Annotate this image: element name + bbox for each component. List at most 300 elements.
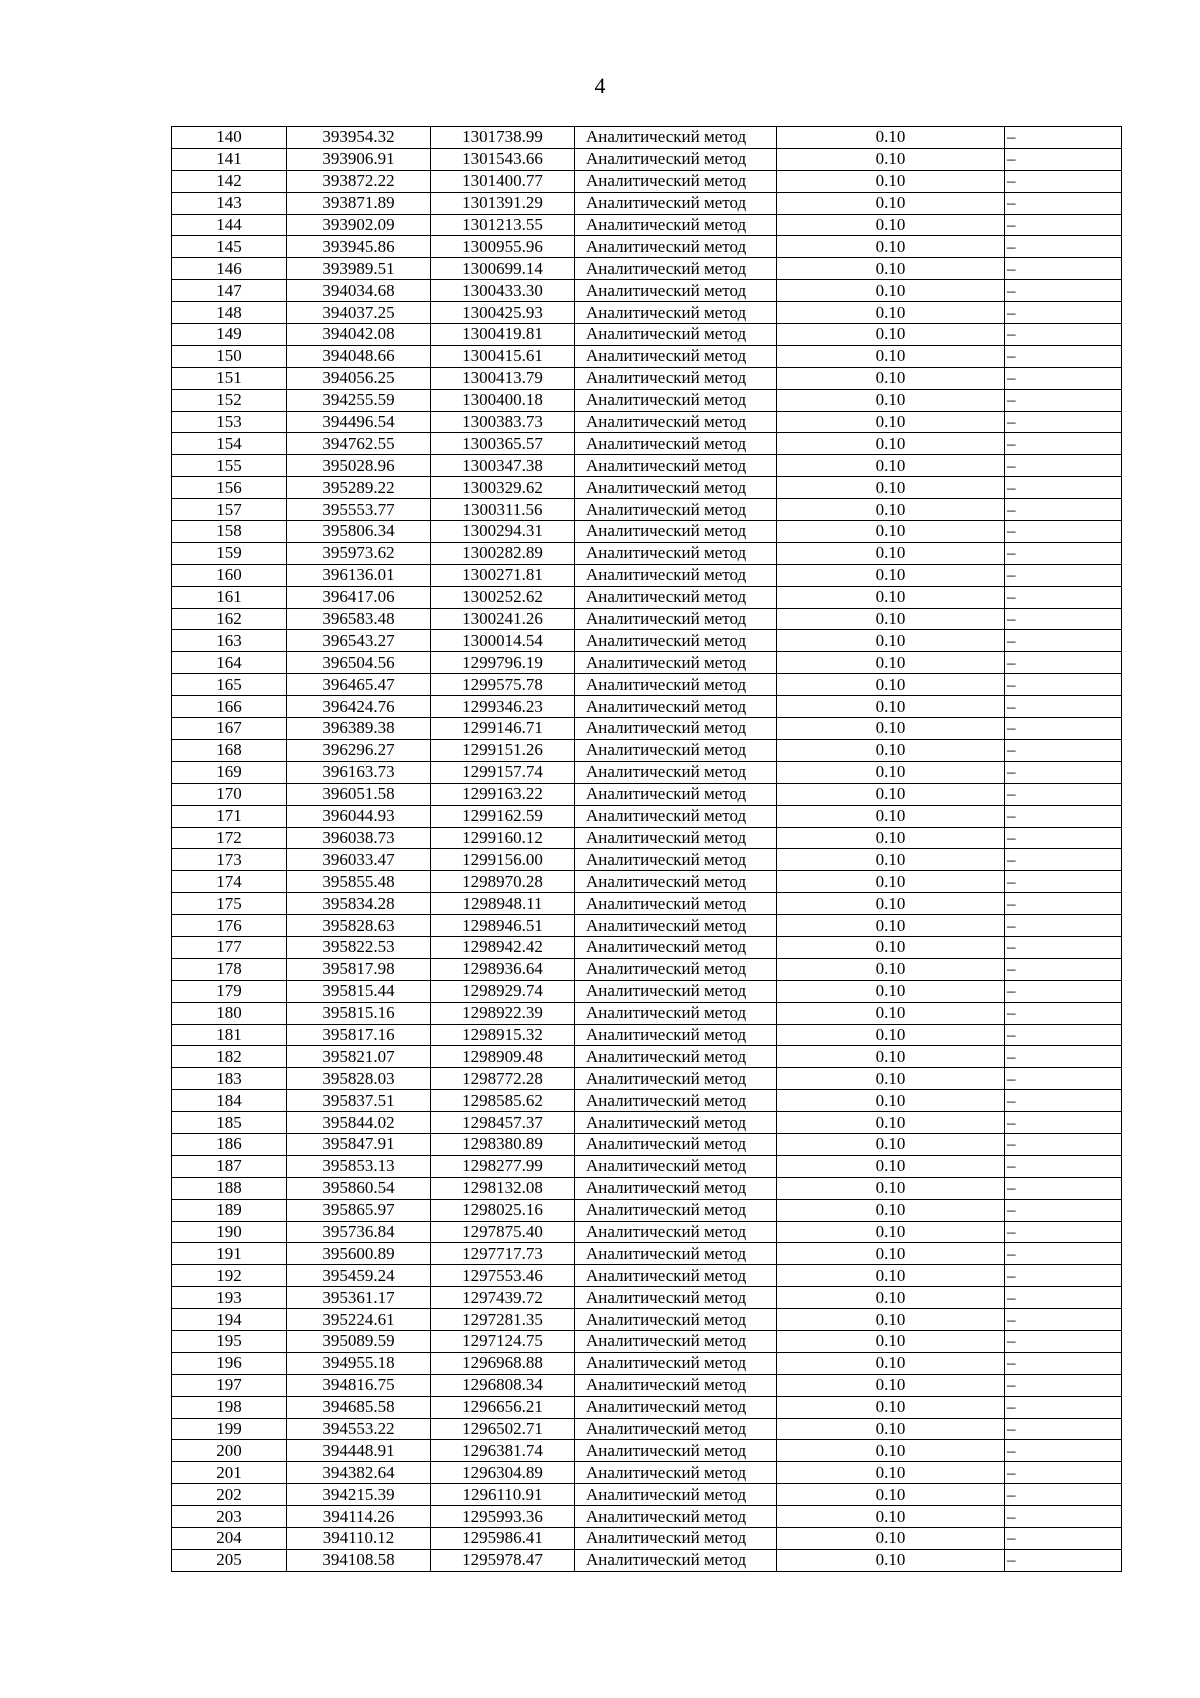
table-row: [172, 455, 1122, 477]
point-number-cell: 194: [172, 1309, 287, 1331]
x-coordinate-cell: 393871.89: [287, 192, 431, 214]
note-cell: –: [1005, 192, 1122, 214]
note-cell: –: [1005, 739, 1122, 761]
method-cell: Аналитический метод: [575, 170, 777, 192]
accuracy-cell: 0.10: [777, 871, 1005, 893]
method-cell: Аналитический метод: [575, 739, 777, 761]
x-coordinate-cell: 395600.89: [287, 1243, 431, 1265]
table-row: [172, 1265, 1122, 1287]
point-number-cell: 179: [172, 980, 287, 1002]
y-coordinate-cell: 1296304.89: [431, 1462, 575, 1484]
x-coordinate-cell: 394048.66: [287, 345, 431, 367]
y-coordinate-cell: 1300252.62: [431, 586, 575, 608]
accuracy-cell: 0.10: [777, 893, 1005, 915]
x-coordinate-cell: 394255.59: [287, 389, 431, 411]
accuracy-cell: 0.10: [777, 236, 1005, 258]
note-cell: –: [1005, 1243, 1122, 1265]
point-number-cell: 160: [172, 564, 287, 586]
y-coordinate-cell: 1299346.23: [431, 696, 575, 718]
method-cell: Аналитический метод: [575, 1024, 777, 1046]
x-coordinate-cell: 394496.54: [287, 411, 431, 433]
point-number-cell: 167: [172, 718, 287, 740]
y-coordinate-cell: 1298132.08: [431, 1177, 575, 1199]
table-row: [172, 148, 1122, 170]
accuracy-cell: 0.10: [777, 367, 1005, 389]
y-coordinate-cell: 1297439.72: [431, 1287, 575, 1309]
accuracy-cell: 0.10: [777, 192, 1005, 214]
accuracy-cell: 0.10: [777, 958, 1005, 980]
method-cell: Аналитический метод: [575, 805, 777, 827]
point-number-cell: 161: [172, 586, 287, 608]
accuracy-cell: 0.10: [777, 564, 1005, 586]
table-row: [172, 280, 1122, 302]
x-coordinate-cell: 394056.25: [287, 367, 431, 389]
point-number-cell: 143: [172, 192, 287, 214]
accuracy-cell: 0.10: [777, 1418, 1005, 1440]
y-coordinate-cell: 1300413.79: [431, 367, 575, 389]
point-number-cell: 199: [172, 1418, 287, 1440]
accuracy-cell: 0.10: [777, 1002, 1005, 1024]
method-cell: Аналитический метод: [575, 1002, 777, 1024]
x-coordinate-cell: 395865.97: [287, 1199, 431, 1221]
x-coordinate-cell: 395553.77: [287, 499, 431, 521]
accuracy-cell: 0.10: [777, 1221, 1005, 1243]
note-cell: –: [1005, 542, 1122, 564]
y-coordinate-cell: 1300699.14: [431, 258, 575, 280]
x-coordinate-cell: 395828.63: [287, 915, 431, 937]
accuracy-cell: 0.10: [777, 542, 1005, 564]
method-cell: Аналитический метод: [575, 1352, 777, 1374]
x-coordinate-cell: 396417.06: [287, 586, 431, 608]
y-coordinate-cell: 1299163.22: [431, 783, 575, 805]
table-row: [172, 1506, 1122, 1528]
method-cell: Аналитический метод: [575, 345, 777, 367]
x-coordinate-cell: 395224.61: [287, 1309, 431, 1331]
y-coordinate-cell: 1298380.89: [431, 1133, 575, 1155]
note-cell: –: [1005, 1046, 1122, 1068]
method-cell: Аналитический метод: [575, 1506, 777, 1528]
x-coordinate-cell: 395817.98: [287, 958, 431, 980]
method-cell: Аналитический метод: [575, 783, 777, 805]
x-coordinate-cell: 395860.54: [287, 1177, 431, 1199]
accuracy-cell: 0.10: [777, 1265, 1005, 1287]
method-cell: Аналитический метод: [575, 127, 777, 149]
note-cell: –: [1005, 805, 1122, 827]
table-row: [172, 258, 1122, 280]
method-cell: Аналитический метод: [575, 1243, 777, 1265]
table-row: [172, 849, 1122, 871]
note-cell: –: [1005, 1265, 1122, 1287]
point-number-cell: 203: [172, 1506, 287, 1528]
x-coordinate-cell: 393902.09: [287, 214, 431, 236]
point-number-cell: 177: [172, 936, 287, 958]
x-coordinate-cell: 395028.96: [287, 455, 431, 477]
y-coordinate-cell: 1296656.21: [431, 1396, 575, 1418]
note-cell: –: [1005, 783, 1122, 805]
x-coordinate-cell: 394042.08: [287, 324, 431, 346]
point-number-cell: 163: [172, 630, 287, 652]
table-row: [172, 564, 1122, 586]
y-coordinate-cell: 1297717.73: [431, 1243, 575, 1265]
y-coordinate-cell: 1301213.55: [431, 214, 575, 236]
y-coordinate-cell: 1300419.81: [431, 324, 575, 346]
table-row: [172, 433, 1122, 455]
method-cell: Аналитический метод: [575, 1112, 777, 1134]
accuracy-cell: 0.10: [777, 630, 1005, 652]
table-row: [172, 1462, 1122, 1484]
y-coordinate-cell: 1299157.74: [431, 761, 575, 783]
table-row: [172, 827, 1122, 849]
table-row: [172, 1221, 1122, 1243]
method-cell: Аналитический метод: [575, 1090, 777, 1112]
point-number-cell: 187: [172, 1155, 287, 1177]
point-number-cell: 171: [172, 805, 287, 827]
method-cell: Аналитический метод: [575, 1484, 777, 1506]
point-number-cell: 176: [172, 915, 287, 937]
x-coordinate-cell: 395837.51: [287, 1090, 431, 1112]
x-coordinate-cell: 395828.03: [287, 1068, 431, 1090]
method-cell: Аналитический метод: [575, 477, 777, 499]
point-number-cell: 201: [172, 1462, 287, 1484]
table-row: [172, 980, 1122, 1002]
coordinates-table: [171, 126, 1122, 1572]
x-coordinate-cell: 396051.58: [287, 783, 431, 805]
point-number-cell: 180: [172, 1002, 287, 1024]
table-row: [172, 477, 1122, 499]
note-cell: –: [1005, 345, 1122, 367]
accuracy-cell: 0.10: [777, 1484, 1005, 1506]
accuracy-cell: 0.10: [777, 652, 1005, 674]
point-number-cell: 166: [172, 696, 287, 718]
table-row: [172, 499, 1122, 521]
accuracy-cell: 0.10: [777, 783, 1005, 805]
table-row: [172, 1199, 1122, 1221]
accuracy-cell: 0.10: [777, 739, 1005, 761]
point-number-cell: 146: [172, 258, 287, 280]
note-cell: –: [1005, 696, 1122, 718]
y-coordinate-cell: 1300365.57: [431, 433, 575, 455]
y-coordinate-cell: 1301543.66: [431, 148, 575, 170]
x-coordinate-cell: 394114.26: [287, 1506, 431, 1528]
table-row: [172, 1396, 1122, 1418]
method-cell: Аналитический метод: [575, 564, 777, 586]
method-cell: Аналитический метод: [575, 214, 777, 236]
x-coordinate-cell: 394762.55: [287, 433, 431, 455]
y-coordinate-cell: 1297281.35: [431, 1309, 575, 1331]
note-cell: –: [1005, 214, 1122, 236]
method-cell: Аналитический метод: [575, 1549, 777, 1571]
y-coordinate-cell: 1298772.28: [431, 1068, 575, 1090]
y-coordinate-cell: 1300329.62: [431, 477, 575, 499]
x-coordinate-cell: 394553.22: [287, 1418, 431, 1440]
method-cell: Аналитический метод: [575, 1374, 777, 1396]
method-cell: Аналитический метод: [575, 1068, 777, 1090]
note-cell: –: [1005, 1177, 1122, 1199]
point-number-cell: 183: [172, 1068, 287, 1090]
x-coordinate-cell: 395815.44: [287, 980, 431, 1002]
x-coordinate-cell: 396038.73: [287, 827, 431, 849]
note-cell: –: [1005, 258, 1122, 280]
table-row: [172, 1002, 1122, 1024]
table-row: [172, 761, 1122, 783]
x-coordinate-cell: 395736.84: [287, 1221, 431, 1243]
point-number-cell: 158: [172, 521, 287, 543]
point-number-cell: 148: [172, 302, 287, 324]
accuracy-cell: 0.10: [777, 214, 1005, 236]
table-row: [172, 1418, 1122, 1440]
method-cell: Аналитический метод: [575, 1221, 777, 1243]
note-cell: –: [1005, 1133, 1122, 1155]
accuracy-cell: 0.10: [777, 521, 1005, 543]
method-cell: Аналитический метод: [575, 236, 777, 258]
accuracy-cell: 0.10: [777, 718, 1005, 740]
table-row: [172, 1374, 1122, 1396]
method-cell: Аналитический метод: [575, 652, 777, 674]
x-coordinate-cell: 395815.16: [287, 1002, 431, 1024]
x-coordinate-cell: 394110.12: [287, 1528, 431, 1550]
table-row: [172, 1243, 1122, 1265]
accuracy-cell: 0.10: [777, 608, 1005, 630]
table-row: [172, 236, 1122, 258]
note-cell: –: [1005, 1396, 1122, 1418]
point-number-cell: 192: [172, 1265, 287, 1287]
table-row: [172, 1024, 1122, 1046]
method-cell: Аналитический метод: [575, 192, 777, 214]
x-coordinate-cell: 395853.13: [287, 1155, 431, 1177]
y-coordinate-cell: 1300433.30: [431, 280, 575, 302]
x-coordinate-cell: 395361.17: [287, 1287, 431, 1309]
point-number-cell: 153: [172, 411, 287, 433]
accuracy-cell: 0.10: [777, 455, 1005, 477]
y-coordinate-cell: 1299156.00: [431, 849, 575, 871]
point-number-cell: 175: [172, 893, 287, 915]
y-coordinate-cell: 1300425.93: [431, 302, 575, 324]
x-coordinate-cell: 395289.22: [287, 477, 431, 499]
y-coordinate-cell: 1298942.42: [431, 936, 575, 958]
table-row: [172, 805, 1122, 827]
y-coordinate-cell: 1299575.78: [431, 674, 575, 696]
x-coordinate-cell: 394034.68: [287, 280, 431, 302]
table-row: [172, 542, 1122, 564]
note-cell: –: [1005, 1309, 1122, 1331]
x-coordinate-cell: 395855.48: [287, 871, 431, 893]
method-cell: Аналитический метод: [575, 849, 777, 871]
y-coordinate-cell: 1300955.96: [431, 236, 575, 258]
y-coordinate-cell: 1300311.56: [431, 499, 575, 521]
method-cell: Аналитический метод: [575, 1155, 777, 1177]
note-cell: –: [1005, 1112, 1122, 1134]
coordinates-table-body: [172, 127, 1122, 1572]
y-coordinate-cell: 1299796.19: [431, 652, 575, 674]
table-row: [172, 192, 1122, 214]
point-number-cell: 202: [172, 1484, 287, 1506]
y-coordinate-cell: 1301400.77: [431, 170, 575, 192]
y-coordinate-cell: 1296808.34: [431, 1374, 575, 1396]
accuracy-cell: 0.10: [777, 1330, 1005, 1352]
note-cell: –: [1005, 280, 1122, 302]
point-number-cell: 147: [172, 280, 287, 302]
table-row: [172, 1549, 1122, 1571]
x-coordinate-cell: 396296.27: [287, 739, 431, 761]
y-coordinate-cell: 1297875.40: [431, 1221, 575, 1243]
note-cell: –: [1005, 980, 1122, 1002]
x-coordinate-cell: 394816.75: [287, 1374, 431, 1396]
point-number-cell: 181: [172, 1024, 287, 1046]
x-coordinate-cell: 395973.62: [287, 542, 431, 564]
point-number-cell: 200: [172, 1440, 287, 1462]
note-cell: –: [1005, 1221, 1122, 1243]
point-number-cell: 173: [172, 849, 287, 871]
x-coordinate-cell: 394037.25: [287, 302, 431, 324]
table-row: [172, 652, 1122, 674]
note-cell: –: [1005, 915, 1122, 937]
y-coordinate-cell: 1295978.47: [431, 1549, 575, 1571]
accuracy-cell: 0.10: [777, 586, 1005, 608]
method-cell: Аналитический метод: [575, 148, 777, 170]
point-number-cell: 190: [172, 1221, 287, 1243]
y-coordinate-cell: 1295993.36: [431, 1506, 575, 1528]
point-number-cell: 142: [172, 170, 287, 192]
method-cell: Аналитический метод: [575, 1440, 777, 1462]
note-cell: –: [1005, 477, 1122, 499]
accuracy-cell: 0.10: [777, 1024, 1005, 1046]
note-cell: –: [1005, 1462, 1122, 1484]
method-cell: Аналитический метод: [575, 915, 777, 937]
point-number-cell: 154: [172, 433, 287, 455]
accuracy-cell: 0.10: [777, 1068, 1005, 1090]
accuracy-cell: 0.10: [777, 849, 1005, 871]
x-coordinate-cell: 396583.48: [287, 608, 431, 630]
x-coordinate-cell: 396389.38: [287, 718, 431, 740]
x-coordinate-cell: 394685.58: [287, 1396, 431, 1418]
x-coordinate-cell: 396044.93: [287, 805, 431, 827]
note-cell: –: [1005, 1090, 1122, 1112]
note-cell: –: [1005, 170, 1122, 192]
x-coordinate-cell: 395847.91: [287, 1133, 431, 1155]
y-coordinate-cell: 1298909.48: [431, 1046, 575, 1068]
point-number-cell: 159: [172, 542, 287, 564]
accuracy-cell: 0.10: [777, 936, 1005, 958]
y-coordinate-cell: 1296502.71: [431, 1418, 575, 1440]
method-cell: Аналитический метод: [575, 499, 777, 521]
note-cell: –: [1005, 564, 1122, 586]
x-coordinate-cell: 395822.53: [287, 936, 431, 958]
table-row: [172, 739, 1122, 761]
note-cell: –: [1005, 236, 1122, 258]
point-number-cell: 184: [172, 1090, 287, 1112]
y-coordinate-cell: 1298936.64: [431, 958, 575, 980]
accuracy-cell: 0.10: [777, 1199, 1005, 1221]
note-cell: –: [1005, 1549, 1122, 1571]
point-number-cell: 197: [172, 1374, 287, 1396]
x-coordinate-cell: 395806.34: [287, 521, 431, 543]
accuracy-cell: 0.10: [777, 302, 1005, 324]
point-number-cell: 204: [172, 1528, 287, 1550]
point-number-cell: 174: [172, 871, 287, 893]
accuracy-cell: 0.10: [777, 674, 1005, 696]
method-cell: Аналитический метод: [575, 718, 777, 740]
method-cell: Аналитический метод: [575, 761, 777, 783]
y-coordinate-cell: 1296968.88: [431, 1352, 575, 1374]
note-cell: –: [1005, 1484, 1122, 1506]
x-coordinate-cell: 396424.76: [287, 696, 431, 718]
accuracy-cell: 0.10: [777, 761, 1005, 783]
note-cell: –: [1005, 455, 1122, 477]
method-cell: Аналитический метод: [575, 1462, 777, 1484]
accuracy-cell: 0.10: [777, 1440, 1005, 1462]
accuracy-cell: 0.10: [777, 389, 1005, 411]
table-row: [172, 1484, 1122, 1506]
method-cell: Аналитический метод: [575, 389, 777, 411]
method-cell: Аналитический метод: [575, 1133, 777, 1155]
y-coordinate-cell: 1298915.32: [431, 1024, 575, 1046]
note-cell: –: [1005, 1374, 1122, 1396]
note-cell: –: [1005, 652, 1122, 674]
accuracy-cell: 0.10: [777, 1287, 1005, 1309]
method-cell: Аналитический метод: [575, 1287, 777, 1309]
method-cell: Аналитический метод: [575, 1330, 777, 1352]
note-cell: –: [1005, 827, 1122, 849]
point-number-cell: 144: [172, 214, 287, 236]
note-cell: –: [1005, 1440, 1122, 1462]
note-cell: –: [1005, 1024, 1122, 1046]
x-coordinate-cell: 395089.59: [287, 1330, 431, 1352]
method-cell: Аналитический метод: [575, 542, 777, 564]
point-number-cell: 172: [172, 827, 287, 849]
y-coordinate-cell: 1298277.99: [431, 1155, 575, 1177]
table-row: [172, 302, 1122, 324]
accuracy-cell: 0.10: [777, 1155, 1005, 1177]
accuracy-cell: 0.10: [777, 258, 1005, 280]
table-row: [172, 1068, 1122, 1090]
method-cell: Аналитический метод: [575, 958, 777, 980]
table-row: [172, 1330, 1122, 1352]
method-cell: Аналитический метод: [575, 302, 777, 324]
x-coordinate-cell: 393954.32: [287, 127, 431, 149]
note-cell: –: [1005, 1330, 1122, 1352]
note-cell: –: [1005, 958, 1122, 980]
x-coordinate-cell: 395821.07: [287, 1046, 431, 1068]
accuracy-cell: 0.10: [777, 696, 1005, 718]
method-cell: Аналитический метод: [575, 608, 777, 630]
y-coordinate-cell: 1296110.91: [431, 1484, 575, 1506]
method-cell: Аналитический метод: [575, 893, 777, 915]
point-number-cell: 188: [172, 1177, 287, 1199]
accuracy-cell: 0.10: [777, 805, 1005, 827]
point-number-cell: 165: [172, 674, 287, 696]
accuracy-cell: 0.10: [777, 1396, 1005, 1418]
method-cell: Аналитический метод: [575, 258, 777, 280]
point-number-cell: 205: [172, 1549, 287, 1571]
y-coordinate-cell: 1299151.26: [431, 739, 575, 761]
point-number-cell: 152: [172, 389, 287, 411]
point-number-cell: 141: [172, 148, 287, 170]
accuracy-cell: 0.10: [777, 1549, 1005, 1571]
accuracy-cell: 0.10: [777, 127, 1005, 149]
y-coordinate-cell: 1298946.51: [431, 915, 575, 937]
note-cell: –: [1005, 433, 1122, 455]
table-row: [172, 389, 1122, 411]
note-cell: –: [1005, 324, 1122, 346]
x-coordinate-cell: 395817.16: [287, 1024, 431, 1046]
note-cell: –: [1005, 893, 1122, 915]
note-cell: –: [1005, 1199, 1122, 1221]
y-coordinate-cell: 1298025.16: [431, 1199, 575, 1221]
method-cell: Аналитический метод: [575, 1046, 777, 1068]
point-number-cell: 178: [172, 958, 287, 980]
x-coordinate-cell: 394108.58: [287, 1549, 431, 1571]
accuracy-cell: 0.10: [777, 433, 1005, 455]
